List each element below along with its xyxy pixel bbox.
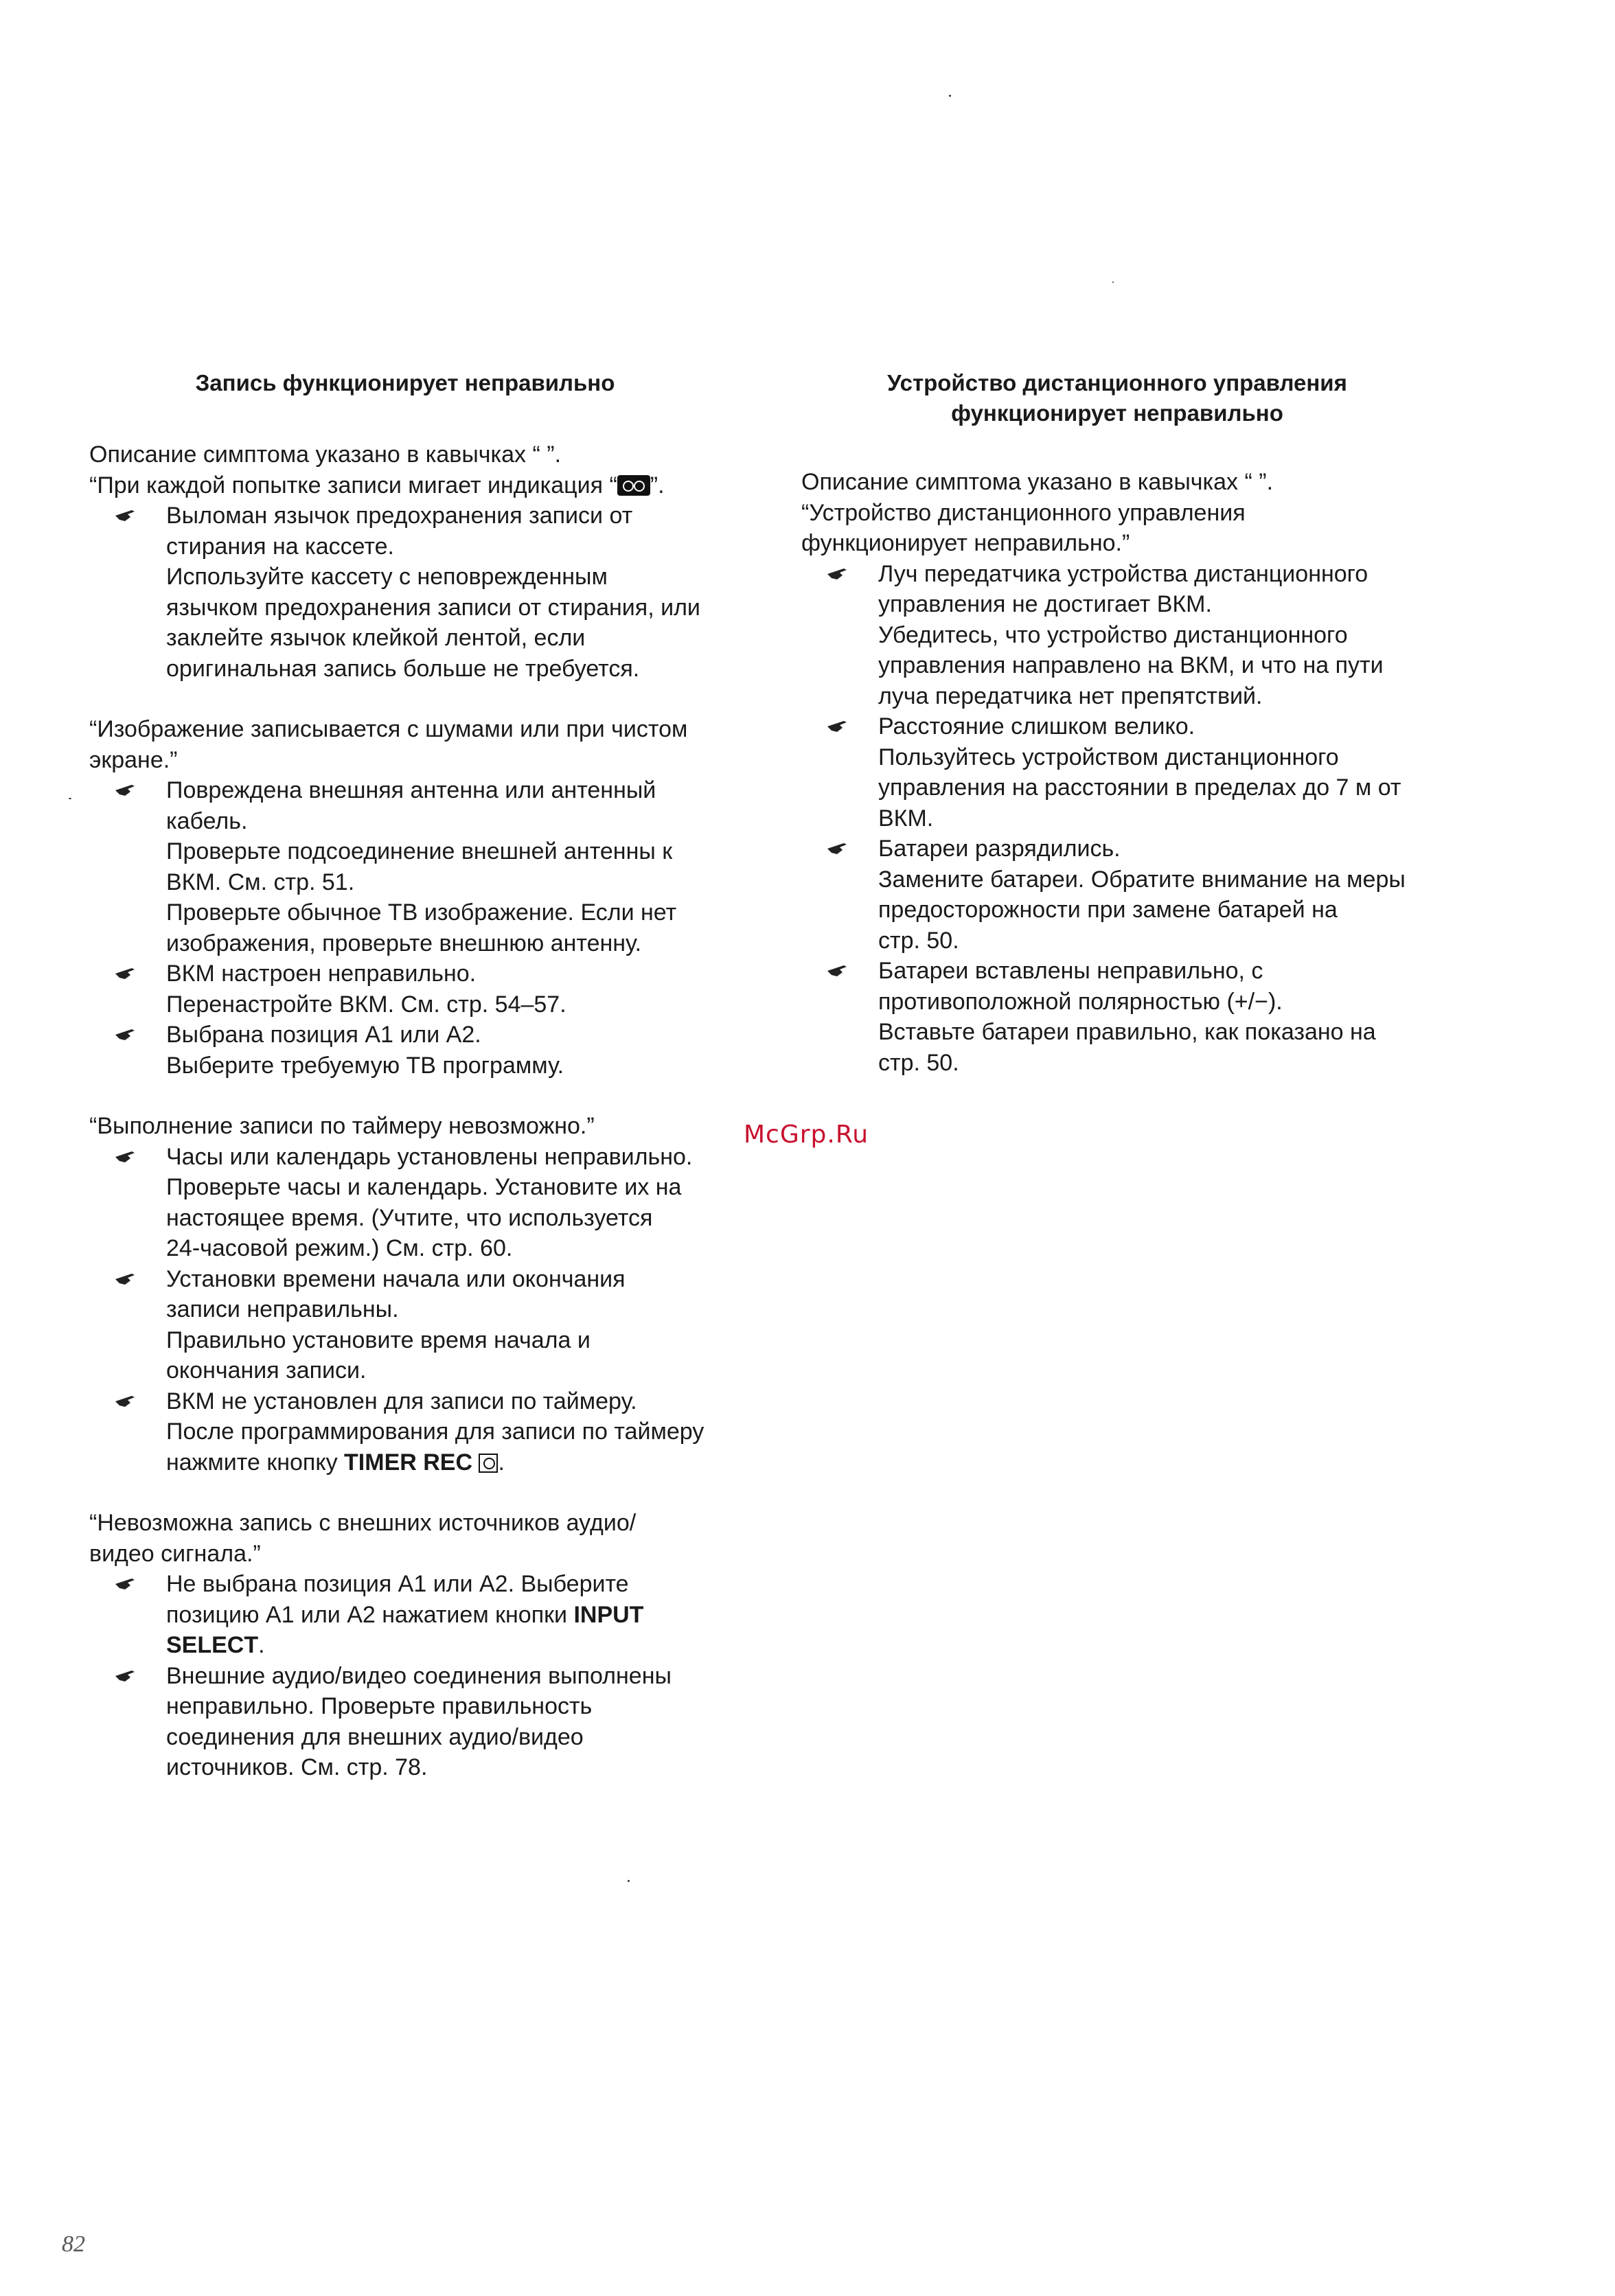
remedy-item: Часы или календарь установлены неправильно. Проверьте часы и календарь. Установите их на настоящее время. (Учтите, что используется 24-часовой режим.) См. стр. 60. xyxy=(89,1142,748,1264)
watermark-link[interactable]: McGrp.Ru xyxy=(744,1121,869,1149)
pointing-hand-icon xyxy=(114,1574,137,1592)
timer-icon xyxy=(479,1454,498,1473)
symptom-section-recording-indicator xyxy=(89,470,748,685)
remedy-item: ВКМ настроен неправильно. Перенастройте ВКМ. См. стр. 54–57. xyxy=(89,958,748,1020)
remedy-item: Выбрана позиция A1 или A2. Выберите требуемую ТВ программу. xyxy=(89,1020,748,1081)
cassette-indicator-icon xyxy=(617,475,650,496)
pointing-hand-icon xyxy=(114,1147,137,1165)
remedy-item: Выломан язычок предохранения записи от стирания на кассете. Используйте кассету с неповрежденным язычком предохранения записи от стирания, или заклейте язычок клейкой лентой, если оригинальная запись больше не требуется. xyxy=(89,501,748,684)
pointing-hand-icon xyxy=(114,1392,137,1410)
remedy-item: Установки времени начала или окончания записи неправильны. Правильно установите время начала и окончания записи. xyxy=(89,1264,748,1386)
intro-line: Описание симптома указано в кавычках “ ”. xyxy=(89,441,562,468)
symptom-quote: “Выполнение записи по таймеру невозможно.” xyxy=(89,1113,595,1139)
remedy-item: Батареи разрядились. Замените батареи. Обратите внимание на меры предосторожности при замене батарей на стр. 50. xyxy=(801,834,1461,956)
pointing-hand-icon xyxy=(114,1270,137,1287)
select-button-label: SELECT xyxy=(166,1632,259,1658)
right-heading: Устройство дистанционного управления функционирует неправильно xyxy=(887,370,1347,426)
remedy-item: Внешние аудио/видео соединения выполнены неправильно. Проверьте правильность соединения для внешних аудио/видео источников. См. стр. 78. xyxy=(89,1661,748,1783)
scan-speck xyxy=(628,1880,630,1882)
remedy-item: Расстояние слишком велико. Пользуйтесь устройством дистанционного управления на расстоянии в пределах до 7 м от ВКМ. xyxy=(801,711,1461,834)
remedy-item: Не выбрана позиция A1 или A2. Выберите позицию A1 или A2 нажатием кнопки INPUT SELECT. xyxy=(89,1569,748,1661)
pointing-hand-icon xyxy=(114,1025,137,1043)
symptom-quote: “При каждой попытке записи мигает индикация “ ”. xyxy=(89,472,665,498)
right-column xyxy=(801,368,1461,1078)
input-button-label: INPUT xyxy=(573,1601,644,1628)
symptom-section-external-sources xyxy=(89,1508,748,1783)
timer-rec-button-label: TIMER REC xyxy=(344,1449,473,1476)
symptom-quote: “Изображение записывается с шумами или при чистом экране.” xyxy=(89,716,688,773)
pointing-hand-icon xyxy=(114,506,137,524)
remedy-item: Луч передатчика устройства дистанционного управления не достигает ВКМ. Убедитесь, что устройство дистанционного управления направлено на ВКМ, и что на пути луча передатчика нет препятствий. xyxy=(801,559,1461,712)
pointing-hand-icon xyxy=(114,1666,137,1684)
scan-speck xyxy=(1112,282,1114,283)
scan-speck xyxy=(949,95,951,97)
left-column xyxy=(89,368,748,1813)
symptom-quote: “Невозможна запись с внешних источников аудио/ видео сигнала.” xyxy=(89,1510,637,1567)
remedy-item: Батареи вставлены неправильно, с противоположной полярностью (+/−). Вставьте батареи правильно, как показано на стр. 50. xyxy=(801,956,1461,1078)
page-number: 82 xyxy=(62,2231,85,2257)
pointing-hand-icon xyxy=(826,839,849,857)
pointing-hand-icon xyxy=(826,961,849,979)
symptom-section-noise xyxy=(89,714,748,1081)
pointing-hand-icon xyxy=(826,717,849,735)
scan-speck xyxy=(69,798,71,799)
remedy-item: Повреждена внешняя антенна или антенный кабель. Проверьте подсоединение внешней антенны к ВКМ. См. стр. 51. Проверьте обычное ТВ изображение. Если нет изображения, проверьте внешнюю антенну. xyxy=(89,775,748,958)
symptom-section-timer xyxy=(89,1111,748,1478)
left-intro xyxy=(89,439,748,470)
pointing-hand-icon xyxy=(826,564,849,582)
pointing-hand-icon xyxy=(114,964,137,982)
remedy-item: ВКМ не установлен для записи по таймеру. После программирования для записи по таймеру нажмите кнопку TIMER REC . xyxy=(89,1386,748,1478)
left-heading: Запись функционирует неправильно xyxy=(195,370,615,395)
right-intro: Описание симптома указано в кавычках “ ”. “Устройство дистанционного управления функционирует неправильно.” xyxy=(801,469,1274,556)
pointing-hand-icon xyxy=(114,781,137,799)
